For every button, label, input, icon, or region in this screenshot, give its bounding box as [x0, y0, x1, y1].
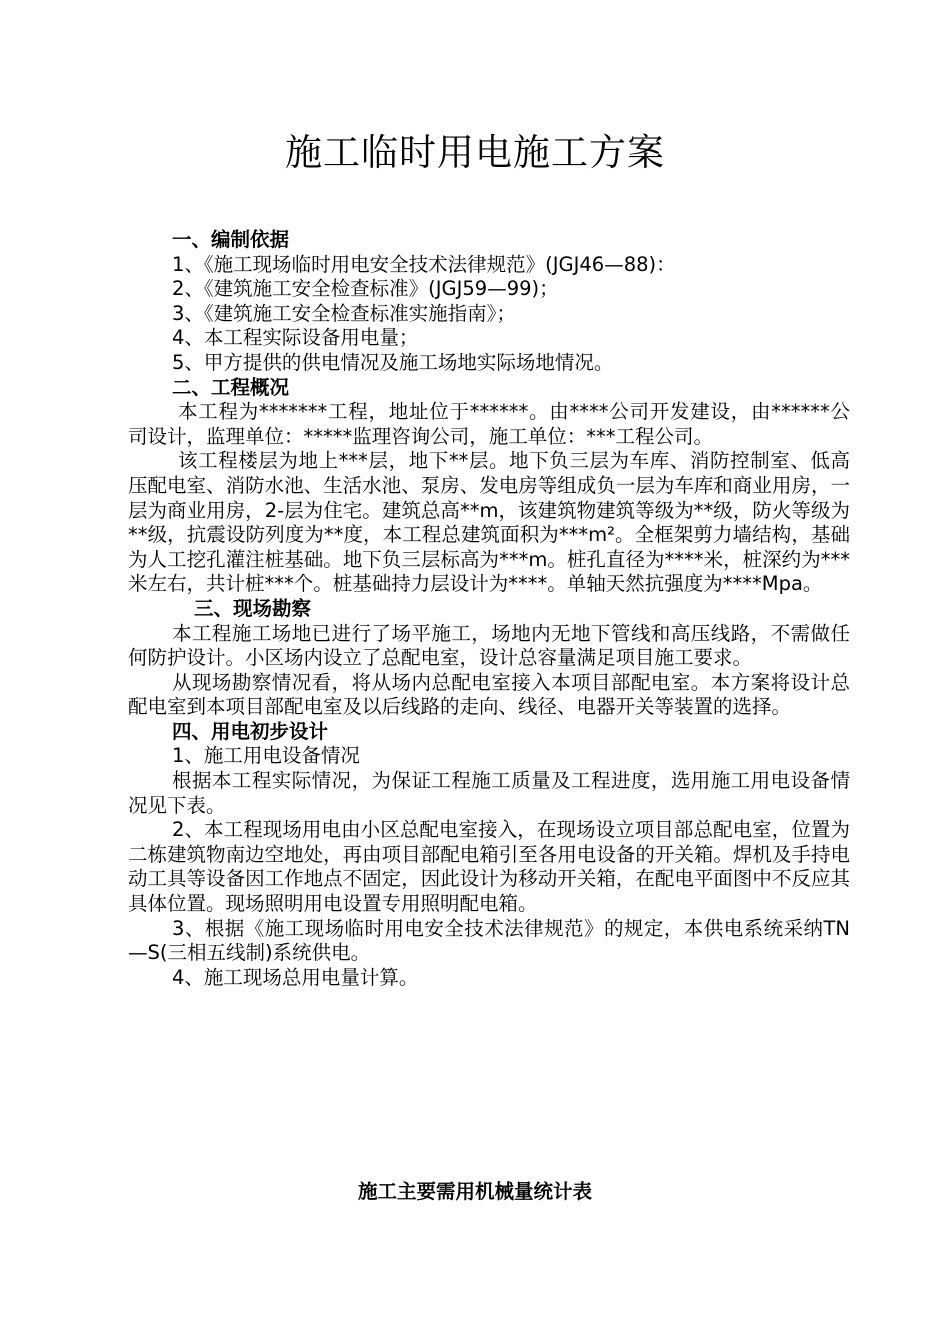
- design-paragraph: 根据本工程实际情况，为保证工程施工质量及工程进度，选用施工用电设备情况见下表。: [128, 769, 850, 817]
- table-caption: 施工主要需用机械量统计表: [357, 1180, 592, 1203]
- survey-paragraph: 本工程施工场地已进行了场平施工，场地内无地下管线和高压线路，不需做任何防护设计。小区场内设立了总配电室，设计总容量满足项目施工要求。: [128, 621, 850, 670]
- document-title: 施工临时用电施工方案: [285, 131, 665, 174]
- basis-item: 4、本工程实际设备用电量；: [172, 326, 419, 350]
- overview-paragraph: 本工程为*******工程，地址位于******。由****公司开发建设，由******公司设计，监理单位：*****监理咨询公司，施工单位：***工程公司。: [128, 400, 850, 448]
- design-paragraph: 4、施工现场总用电量计算。: [172, 965, 419, 989]
- overview-paragraph: 该工程楼层为地上***层，地下**层。地下负三层为车库、消防控制室、低高压配电室、消防水池、生活水池、泵房、发电房等组成负一层为车库和商业用房，一层为商业用房，2-层为住宅。建筑总高**m，该建筑物建筑等级为**级，防火等级为**级，抗震设防列度为**度，本工程总建筑面积为***m²。全框架剪力墙结构，基础为人工挖孔灌注桩基础。地下负三层标高为***m。桩孔直径为****米，桩深约为***米左右，共计桩***个。桩基础持力层设计为****。单轴天然抗强度为****Mpa。: [128, 449, 850, 596]
- basis-item: 2、《建筑施工安全检查标准》(JGJ59—99)；: [172, 277, 559, 301]
- section-heading-design: 四、用电初步设计: [172, 719, 329, 743]
- section-heading-overview: 二、工程概况: [172, 375, 290, 399]
- basis-item: 1、《施工现场临时用电安全技术法律规范》(JGJ46—88)：: [172, 252, 676, 276]
- design-subheading: 1、施工用电设备情况: [172, 744, 360, 768]
- design-paragraph: 3、根据《施工现场临时用电安全技术法律规范》的规定，本供电系统采纳TN—S(三相五线制)系统供电。: [128, 916, 850, 965]
- document-body: [128, 228, 850, 990]
- section-heading-basis: 一、编制依据: [172, 228, 290, 251]
- survey-paragraph: 从现场勘察情况看，将从场内总配电室接入本项目部配电室。本方案将设计总配电室到本项目部配电室及以后线路的走向、线径、电器开关等装置的选择。: [128, 670, 850, 719]
- section-heading-survey: 三、现场勘察: [194, 596, 312, 620]
- basis-item: 5、甲方提供的供电情况及施工场地实际场地情况。: [172, 350, 614, 374]
- basis-item: 3、《建筑施工安全检查标准实施指南》；: [172, 301, 516, 325]
- design-paragraph: 2、本工程现场用电由小区总配电室接入，在现场设立项目部总配电室，位置为二栋建筑物南边空地处，再由项目部配电箱引至各用电设备的开关箱。焊机及手持电动工具等设备因工作地点不固定，因此设计为移动开关箱，在配电平面图中不反应其具体位置。现场照明用电设置专用照明配电箱。: [128, 818, 850, 916]
